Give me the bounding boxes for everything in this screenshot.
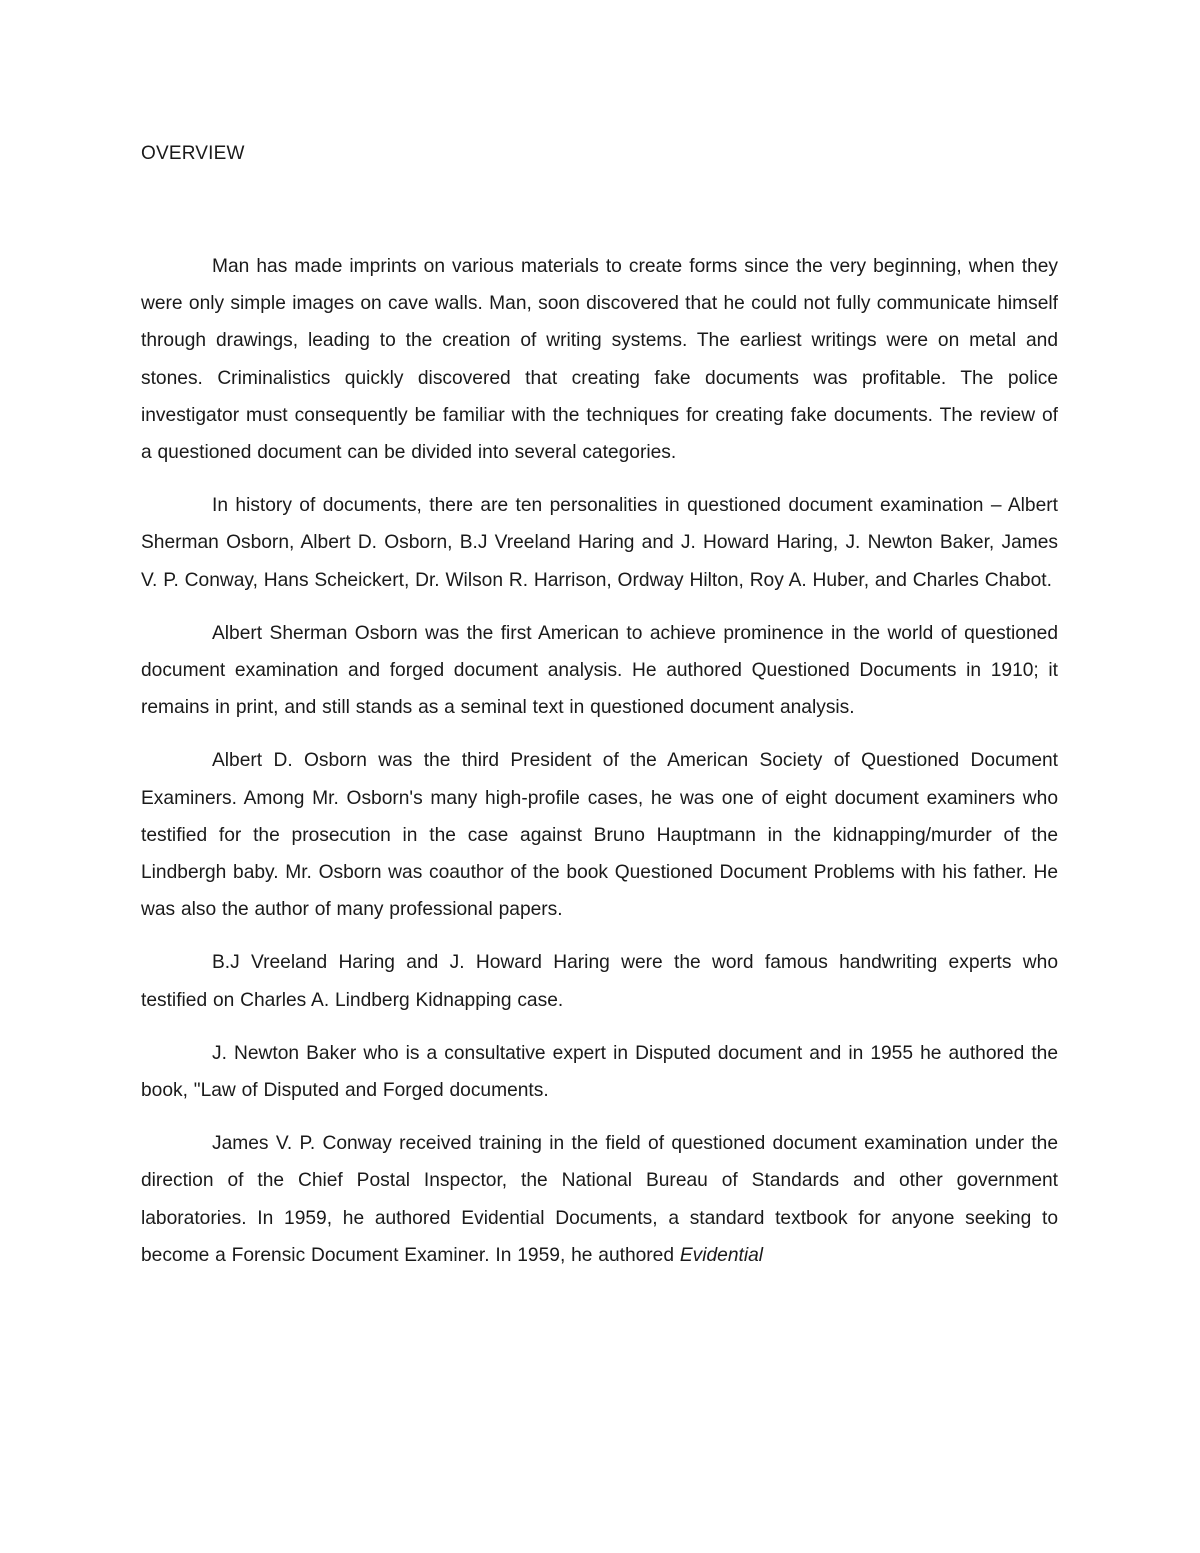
- paragraph-haring: B.J Vreeland Haring and J. Howard Haring were the word famous handwriting experts who testified on Charles A. Lindberg Kidnapping case.: [141, 952, 1058, 1011]
- paragraph-personalities: In history of documents, there are ten personalities in questioned document examination – Albert Sherman Osborn, Albert D. Osborn, B.J Vreeland Haring and J. Howard Haring, J. Newton Baker, James V. P. Conway, Hans Scheickert, Dr. Wilson R. Harrison, Ordway Hilton, Roy A. Huber, and Charles Chabot.: [141, 495, 1058, 591]
- paragraph-albert-sherman-osborn: Albert Sherman Osborn was the first American to achieve prominence in the world of questioned document examination and forged document analysis. He authored Questioned Documents in 1910; it remains in print, and still stands as a seminal text in questioned document analysis.: [141, 622, 1058, 719]
- paragraph-conway-text: James V. P. Conway received training in the field of questioned document examination under the direction of the Chief Postal Inspector, the National Bureau of Standards and other government laboratories. In 1959, he authored Evidential Documents, a standard textbook for anyone seeking to become a Forensic Document Examiner. In 1959, he authored: [141, 1133, 1058, 1266]
- paragraph-intro: Man has made imprints on various materials to create forms since the very beginning, when they were only simple images on cave walls. Man, soon discovered that he could not fully communicate himself through drawings, leading to the creation of writing systems. The earliest writings were on metal and stones. Criminalistics quickly discovered that creating fake documents was profitable. The police investigator must consequently be familiar with the techniques for creating fake documents. The review of a questioned document can be divided into several categories.: [141, 256, 1058, 464]
- paragraph-newton-baker: J. Newton Baker who is a consultative expert in Disputed document and in 1955 he authored the book, "Law of Disputed and Forged documents.: [141, 1042, 1058, 1102]
- paragraph-conway: [141, 1125, 1058, 1274]
- paragraph-conway-italic: Evidential: [679, 1244, 764, 1266]
- document-page: [141, 140, 1058, 1290]
- paragraph-albert-d-osborn: Albert D. Osborn was the third President of the American Society of Questioned Document Examiners. Among Mr. Osborn's many high-profile cases, he was one of eight document examiners who testified for the prosecution in the case against Bruno Hauptmann in the kidnapping/murder of the Lindbergh baby. Mr. Osborn was coauthor of the book Questioned Document Problems with his father. He was also the author of many professional papers.: [141, 750, 1058, 921]
- page-heading: OVERVIEW: [141, 143, 245, 164]
